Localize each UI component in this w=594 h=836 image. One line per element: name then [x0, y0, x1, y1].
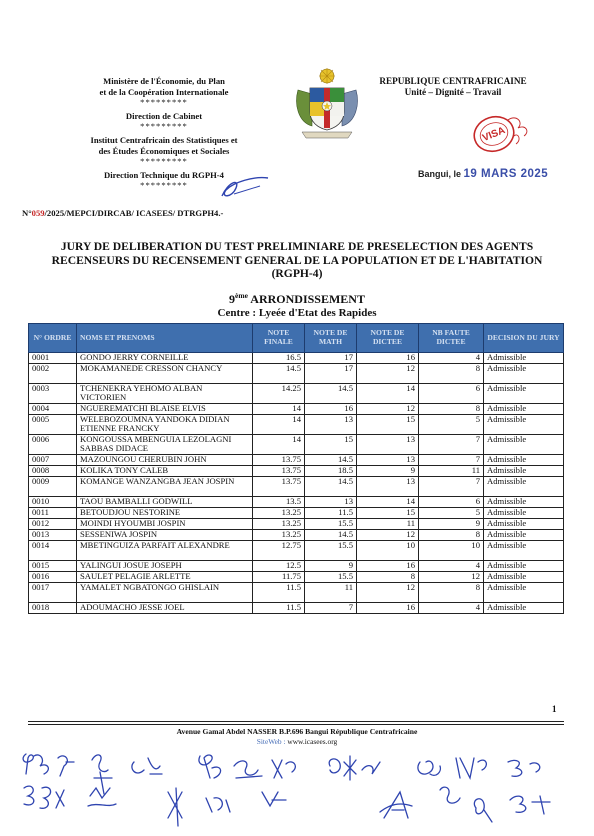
table-row: [29, 583, 564, 603]
cell-decision: Admissible: [484, 477, 564, 497]
cell-ordre: 0007: [29, 455, 77, 466]
cell-ordre: 0006: [29, 435, 77, 455]
website-url: www.icasees.org: [287, 737, 338, 746]
cell-math: 11: [305, 583, 357, 603]
cell-decision: Admissible: [484, 364, 564, 384]
cell-fautes: 8: [419, 364, 484, 384]
cell-math: 15.5: [305, 519, 357, 530]
cell-finale: 13.75: [253, 477, 305, 497]
cell-nom: KONGOUSSA MBENGUIA LEZOLAGNI SABBAS DIDACE: [77, 435, 253, 455]
website-label: SiteWeb :: [256, 737, 286, 746]
cell-math: 15.5: [305, 541, 357, 561]
cell-dictee: 12: [357, 583, 419, 603]
cell-fautes: 4: [419, 561, 484, 572]
cell-dictee: 16: [357, 561, 419, 572]
table-row: [29, 497, 564, 508]
cell-fautes: 5: [419, 415, 484, 435]
footer-website: [0, 737, 594, 746]
cell-fautes: 7: [419, 477, 484, 497]
date-line: [418, 168, 548, 180]
cell-nom: NGUEREMATCHI BLAISE ELVIS: [77, 404, 253, 415]
cell-nom: BETOUDJOU NESTORINE: [77, 508, 253, 519]
cell-finale: 14: [253, 435, 305, 455]
table-row: [29, 603, 564, 614]
cell-decision: Admissible: [484, 384, 564, 404]
ministry-name-line2: et de la Coopération Internationale: [99, 86, 229, 97]
cell-decision: Admissible: [484, 497, 564, 508]
reference-prefix: N°: [22, 208, 32, 218]
handwritten-signature: [214, 172, 274, 202]
cell-nom: YAMALET NGBATONGO GHISLAIN: [77, 583, 253, 603]
republic-header: [362, 76, 544, 98]
handwritten-reference-number: 059: [31, 208, 45, 218]
svg-text:VISA: VISA: [481, 125, 507, 145]
cell-finale: 13.25: [253, 519, 305, 530]
cell-nom: WELEBOZOUMNA YANDOKA DIDIAN ETIENNE FRANCKY: [77, 415, 253, 435]
cell-finale: 13.75: [253, 455, 305, 466]
cell-finale: 16.5: [253, 353, 305, 364]
cell-dictee: 9: [357, 466, 419, 477]
cell-decision: Admissible: [484, 466, 564, 477]
cell-nom: MBETINGUIZA PARFAIT ALEXANDRE: [77, 541, 253, 561]
table-row: [29, 435, 564, 455]
cell-decision: Admissible: [484, 353, 564, 364]
cell-math: 17: [305, 353, 357, 364]
cell-dictee: 14: [357, 497, 419, 508]
cell-ordre: 0003: [29, 384, 77, 404]
cell-ordre: 0018: [29, 603, 77, 614]
cell-math: 15: [305, 435, 357, 455]
cell-finale: 12.5: [253, 561, 305, 572]
country-name: REPUBLIQUE CENTRAFRICAINE: [379, 76, 527, 86]
table-row: [29, 530, 564, 541]
table-row: [29, 572, 564, 583]
cell-decision: Admissible: [484, 561, 564, 572]
table-row: [29, 561, 564, 572]
jury-signatures: [0, 748, 594, 836]
cell-math: 18.5: [305, 466, 357, 477]
cell-finale: 14.25: [253, 384, 305, 404]
cell-finale: 13.75: [253, 466, 305, 477]
table-row: [29, 541, 564, 561]
cell-dictee: 15: [357, 508, 419, 519]
cell-math: 14.5: [305, 384, 357, 404]
cell-dictee: 12: [357, 364, 419, 384]
cell-fautes: 12: [419, 572, 484, 583]
cell-decision: Admissible: [484, 519, 564, 530]
cell-decision: Admissible: [484, 455, 564, 466]
cell-decision: Admissible: [484, 415, 564, 435]
cell-math: 11.5: [305, 508, 357, 519]
cell-dictee: 10: [357, 541, 419, 561]
cell-dictee: 13: [357, 435, 419, 455]
cell-math: 7: [305, 603, 357, 614]
cell-dictee: 16: [357, 353, 419, 364]
stamped-date: 19 MARS 2025: [463, 168, 549, 180]
cell-math: 15.5: [305, 572, 357, 583]
institute-name-line1: Institut Centrafricain des Statistiques et: [90, 134, 238, 145]
cell-decision: Admissible: [484, 541, 564, 561]
cell-ordre: 0008: [29, 466, 77, 477]
table-row: [29, 466, 564, 477]
cell-fautes: 7: [419, 435, 484, 455]
cell-math: 14.5: [305, 455, 357, 466]
cell-fautes: 4: [419, 353, 484, 364]
cell-ordre: 0005: [29, 415, 77, 435]
table-row: [29, 415, 564, 435]
separator-stars: *********: [140, 180, 188, 191]
cell-dictee: 12: [357, 530, 419, 541]
cell-decision: Admissible: [484, 508, 564, 519]
cell-ordre: 0014: [29, 541, 77, 561]
cell-dictee: 14: [357, 384, 419, 404]
cell-decision: Admissible: [484, 583, 564, 603]
cell-ordre: 0004: [29, 404, 77, 415]
cell-dictee: 15: [357, 415, 419, 435]
cell-math: 13: [305, 415, 357, 435]
cell-math: 14.5: [305, 477, 357, 497]
cell-nom: SAULET PELAGIE ARLETTE: [77, 572, 253, 583]
cell-math: 14.5: [305, 530, 357, 541]
cell-decision: Admissible: [484, 404, 564, 415]
cell-nom: GONDO JERRY CORNEILLE: [77, 353, 253, 364]
cell-dictee: 8: [357, 572, 419, 583]
cell-fautes: 7: [419, 455, 484, 466]
cell-math: 13: [305, 497, 357, 508]
cell-math: 9: [305, 561, 357, 572]
separator-stars: *********: [140, 121, 188, 132]
table-row: [29, 508, 564, 519]
footer-divider: [28, 721, 564, 722]
cell-finale: 13.25: [253, 530, 305, 541]
cabinet-direction: Direction de Cabinet: [125, 110, 203, 121]
arrondissement-superscript: ème: [235, 291, 248, 300]
cell-nom: MOKAMANEDE CRESSON CHANCY: [77, 364, 253, 384]
document-title: JURY DE DELIBERATION DU TEST PRELIMINIARE DE PRESELECTION DES AGENTS RECENSEURS DU RECENSEMENT GENERAL DE LA POPULATION ET DE L'HABITATION (RGPH-4): [51, 240, 543, 281]
cell-finale: 12.75: [253, 541, 305, 561]
footer-address: Avenue Gamal Abdel NASSER B.P.696 Bangui République Centrafricaine: [176, 727, 418, 736]
cell-dictee: 12: [357, 404, 419, 415]
cell-dictee: 16: [357, 603, 419, 614]
cell-fautes: 6: [419, 497, 484, 508]
technical-direction: Direction Technique du RGPH-4: [104, 169, 224, 180]
cell-ordre: 0001: [29, 353, 77, 364]
cell-ordre: 0010: [29, 497, 77, 508]
cell-dictee: 11: [357, 519, 419, 530]
cell-nom: ADOUMACHO JESSE JOEL: [77, 603, 253, 614]
cell-ordre: 0015: [29, 561, 77, 572]
cell-nom: YALINGUI JOSUE JOSEPH: [77, 561, 253, 572]
cell-decision: Admissible: [484, 435, 564, 455]
reference-code: /2025/MEPCI/DIRCAB/ ICASEES/ DTRGPH4.-: [44, 208, 224, 218]
arrondissement-number: 9: [229, 292, 236, 306]
cell-math: 17: [305, 364, 357, 384]
ministry-name-line1: Ministère de l'Économie, du Plan: [103, 76, 225, 86]
col-header-ordre: N° ORDRE: [29, 324, 77, 353]
col-header-finale: NOTE FINALE: [253, 324, 305, 353]
col-header-nom: NOMS ET PRENOMS: [77, 324, 253, 353]
cell-ordre: 0002: [29, 364, 77, 384]
table-row: [29, 404, 564, 415]
date-prefix: Bangui, le: [418, 169, 462, 179]
cell-finale: 11.75: [253, 572, 305, 583]
cell-fautes: 8: [419, 530, 484, 541]
cell-fautes: 8: [419, 404, 484, 415]
cell-fautes: 11: [419, 466, 484, 477]
table-row: [29, 364, 564, 384]
separator-stars: *********: [140, 97, 188, 108]
exam-centre: Centre : Lyeée d'Etat des Rapides: [217, 307, 377, 319]
cell-ordre: 0017: [29, 583, 77, 603]
cell-dictee: 13: [357, 477, 419, 497]
cell-ordre: 0012: [29, 519, 77, 530]
cell-finale: 13.5: [253, 497, 305, 508]
cell-fautes: 5: [419, 508, 484, 519]
cell-nom: SESSENIWA JOSPIN: [77, 530, 253, 541]
cell-decision: Admissible: [484, 572, 564, 583]
cell-ordre: 0011: [29, 508, 77, 519]
institute-name-line2: des Études Économiques et Sociales: [98, 145, 230, 156]
cell-math: 16: [305, 404, 357, 415]
page-number: 1: [552, 704, 557, 714]
col-header-dictee: NOTE DE DICTEE: [357, 324, 419, 353]
table-row: [29, 353, 564, 364]
cell-nom: MAZOUNGOU CHERUBIN JOHN: [77, 455, 253, 466]
national-motto: Unité – Dignité – Travail: [404, 87, 502, 97]
cell-nom: KOMANGE WANZANGBA JEAN JOSPIN: [77, 477, 253, 497]
coat-of-arms-emblem: [292, 64, 362, 142]
cell-finale: 14: [253, 404, 305, 415]
cell-finale: 11.5: [253, 583, 305, 603]
col-header-decision: DECISION DU JURY: [484, 324, 564, 353]
table-row: [29, 455, 564, 466]
results-table: [28, 323, 564, 614]
cell-ordre: 0016: [29, 572, 77, 583]
table-row: [29, 519, 564, 530]
footer-divider: [28, 724, 564, 725]
cell-finale: 11.5: [253, 603, 305, 614]
cell-fautes: 8: [419, 583, 484, 603]
cell-fautes: 4: [419, 603, 484, 614]
cell-ordre: 0013: [29, 530, 77, 541]
cell-finale: 14.5: [253, 364, 305, 384]
cell-dictee: 13: [357, 455, 419, 466]
cell-decision: Admissible: [484, 530, 564, 541]
table-row: [29, 477, 564, 497]
cell-nom: TCHENEKRA YEHOMO ALBAN VICTORIEN: [77, 384, 253, 404]
cell-ordre: 0009: [29, 477, 77, 497]
cell-finale: 14: [253, 415, 305, 435]
cell-nom: MOINDI HYOUMBI JOSPIN: [77, 519, 253, 530]
reference-number: [22, 208, 223, 218]
col-header-math: NOTE DE MATH: [305, 324, 357, 353]
cell-decision: Admissible: [484, 603, 564, 614]
visa-stamp: [468, 110, 534, 160]
col-header-fautes: NB FAUTE DICTEE: [419, 324, 484, 353]
arrondissement-heading: [0, 291, 594, 307]
cell-fautes: 9: [419, 519, 484, 530]
cell-finale: 13.25: [253, 508, 305, 519]
table-row: [29, 384, 564, 404]
arrondissement-label: ARRONDISSEMENT: [250, 292, 365, 306]
cell-nom: TAOU BAMBALLI GODWILL: [77, 497, 253, 508]
separator-stars: *********: [140, 156, 188, 167]
cell-fautes: 6: [419, 384, 484, 404]
cell-nom: KOLIKA TONY CALEB: [77, 466, 253, 477]
cell-fautes: 10: [419, 541, 484, 561]
table-header-row: [29, 324, 564, 353]
